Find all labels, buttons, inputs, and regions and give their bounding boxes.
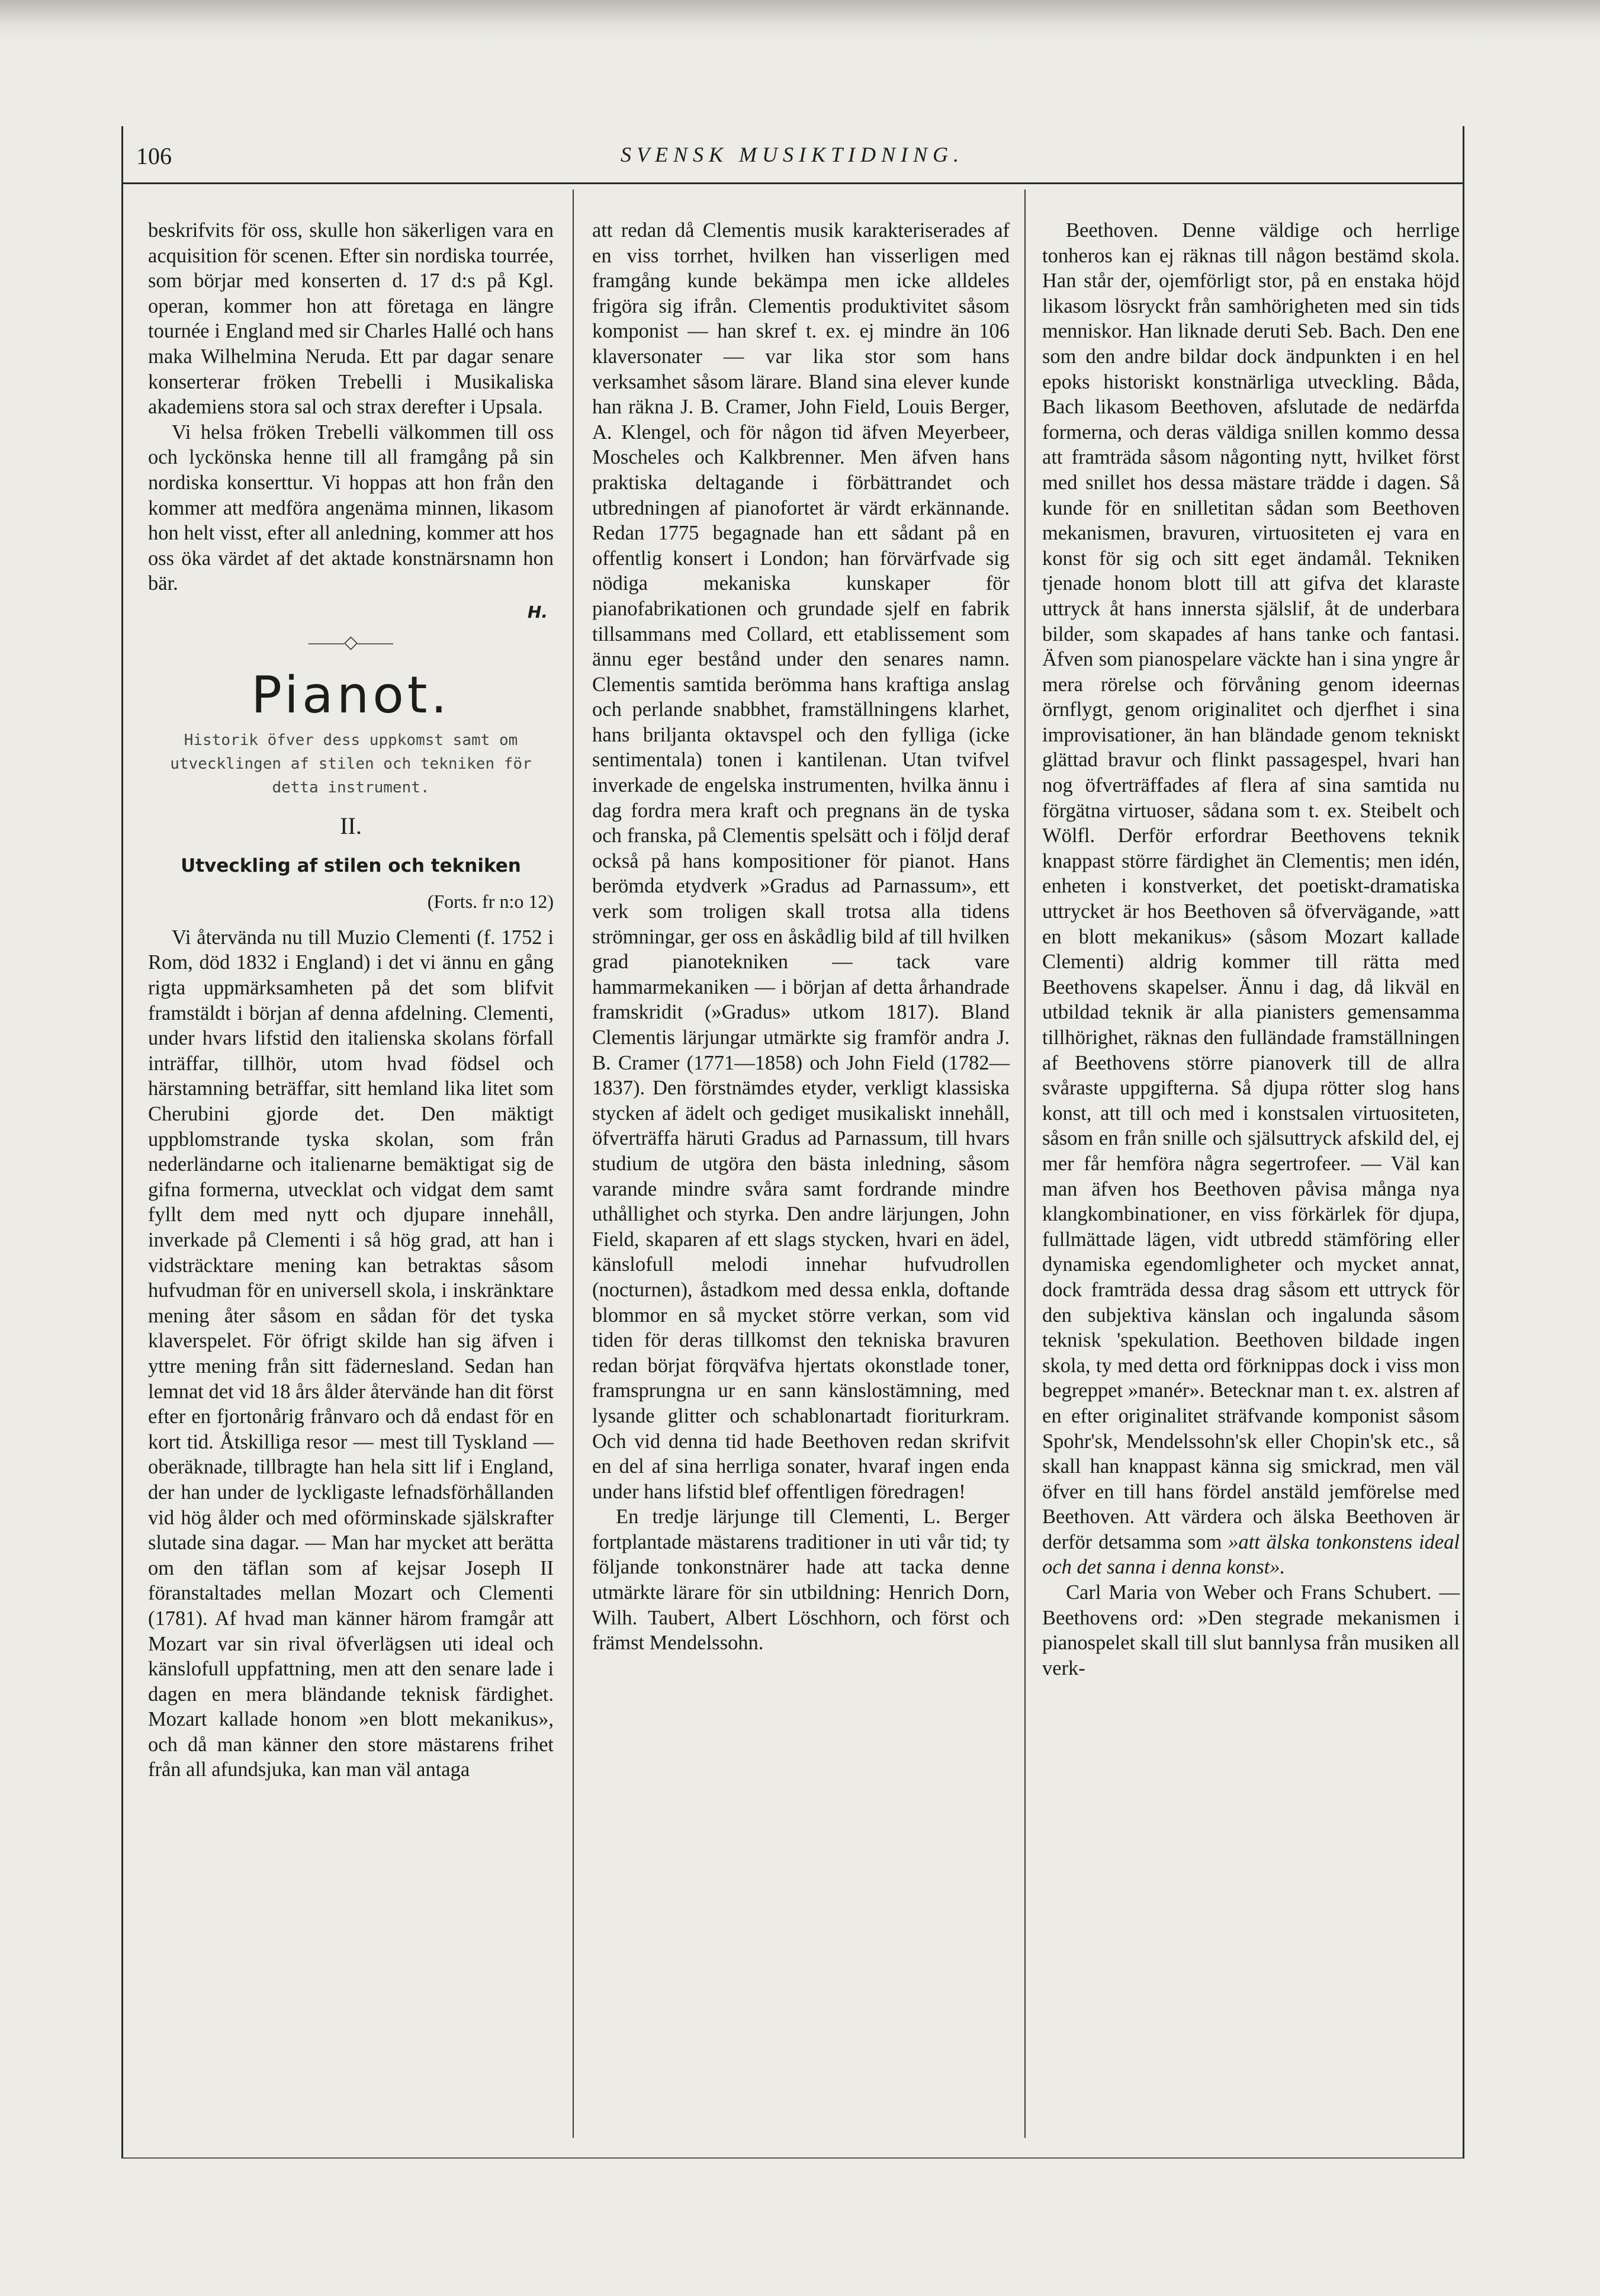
author-signature: H. bbox=[527, 602, 548, 622]
column-2 bbox=[592, 218, 1010, 1656]
paragraph: Vi återvända nu till Muzio Clementi (f. 1752 i Rom, död 1832 i England) i det vi ännu en gång rigta uppmärksamheten på det som blifvit framstäldt i början af denna afdelning. Clementi, under hvars lifstid den italienska skolans förfall inträffar, tillhör, utom hvad födsel och härstamning beträffar, sitt hemland lika litet som Cherubini gjorde det. Den mäktigt uppblomstrande tyska skolan, som från nederländarne och italienarne bemäktigat sig de gifna formerna, utvecklat och vidgat dem samt fyllt dem med nytt och djupare innehåll, inverkade på Clementi i så hög grad, att han i vidsträcktare mening kan betraktas såsom hufvudman för en universell skola, i inskränktare mening åter såsom en sådan för det tyska klaverspelet. För öfrigt skilde han sig äfven i yttre mening från sitt fädernesland. Sedan han lemnat det vid 18 års ålder återvände han dit först efter en fjortonårig frånvaro och då endast för en kort tid. Åtskilliga resor — mest till Tyskland — oberäknade, tillbragte han hela sitt lif i England, der han under de lyckligaste lefnadsförhållanden vid hög ålder och med oförminskade själskrafter slutade sina dagar. — Man har mycket att berätta om den täflan som af kejsar Joseph II föranstaltades mellan Mozart och Clementi (1781). Af hvad man känner härom framgår att Mozart var sin rival öfverlägsen uti ideal och känslofull uppfattning, men att den senare lade i dagen en mera bländande teknisk färdighet. Mozart kallade honom »en blott mekanikus», och då man känner den store mästarens frihet från all afundsjuka, kan man väl antaga bbox=[148, 926, 554, 1781]
italic-quote: »att älska tonkonstens ideal och det sanna i denna konst». bbox=[1042, 1530, 1460, 1579]
paragraph: En tredje lärjunge till Clementi, L. Berger fortplantade mästarens traditioner in uti vår tid; ty följande tonkonstnärer hade att tacka denne utmärkte lärare för sin utbildning: Henrich Dorn, Wilh. Taubert, Albert Löschhorn, och först och främst Mendelssohn. bbox=[592, 1505, 1010, 1655]
section-heading: Utveckling af stilen och tekniken bbox=[181, 855, 521, 876]
running-head: SVENSK MUSIKTIDNING. bbox=[620, 143, 964, 166]
paragraph: Vi helsa fröken Trebelli välkommen till oss och lyckönska henne till all framgång på sin nordiska konserttur. Vi hoppas att hon från den kommer att medföra angenäma minnen, likasom hon helt visst, efter all anledning, kommer att hos oss öka värdet af det aktade konstnärsnamn hon bär. bbox=[148, 420, 554, 595]
scan-top-shadow bbox=[0, 0, 1600, 41]
page-number: 106 bbox=[136, 143, 172, 169]
article-subtitle: Historik öfver dess uppkomst samt om utvecklingen af stilen och tekniken för detta instrument. bbox=[170, 731, 532, 797]
column-3 bbox=[1042, 218, 1460, 1681]
separator-ornament: ——◇—— bbox=[308, 632, 394, 652]
column-divider-2 bbox=[1024, 190, 1026, 2138]
column-1 bbox=[148, 218, 554, 1783]
continuation-note: (Forts. fr n:o 12) bbox=[427, 891, 554, 913]
article-title: Pianot. bbox=[251, 666, 451, 725]
paragraph: Carl Maria von Weber och Frans Schubert. — Beethovens ord: »Den stegrade mekanismen i pianospelet skall till slut bannlysa från musiken all verk- bbox=[1042, 1581, 1460, 1680]
paragraph: beskrifvits för oss, skulle hon säkerligen vara en acquisition för scenen. Efter sin nordiska tourrée, som börjar med konserten d. 17 d:s på Kgl. operan, kommer hon att företaga en längre tournée i England med sir Charles Hallé och hans maka Wilhelmina Neruda. Ett par dagar senare konserterar fröken Trebelli i Musikaliska akademiens stora sal och strax derefter i Upsala. bbox=[148, 219, 554, 419]
column-divider-1 bbox=[573, 190, 574, 2138]
paragraph bbox=[1042, 218, 1460, 1580]
header-rule bbox=[121, 182, 1463, 184]
paragraph: att redan då Clementis musik karakteriserades af en viss torrhet, hvilken han visserligen med framgång kunde bekämpa men icke alldeles frigöra sig ifrån. Clementis produktivitet såsom komponist — han skref t. ex. ej mindre än 106 klaversonater — var lika stor som hans verksamhet såsom lärare. Bland sina elever kunde han räkna J. B. Cramer, John Field, Louis Berger, A. Klengel, och för någon tid äfven Meyerbeer, Moscheles och Kalkbrenner. Men äfven hans praktiska deltagande i förbättrandet och utbredningen af pianofortet är värdt erkännande. Redan 1775 begagnade han ett sådant på en offentlig konsert i London; han förvärfvade sig nödiga mekaniska kunskaper för pianofabrikationen och grundade sjelf en fabrik tillsammans med Collard, ett etablissement som ännu eger bestånd under den senares namn. Clementis samtida berömma hans kraftiga anslag och perlande snabbhet, framställningens klarhet, hans briljanta oktavspel och den fylliga (icke sentimentala) tonen i kantilenan. Utan tvifvel inverkade de engelska instrumenten, hvilka ännu i dag fordra mera kraft och pregnans än de tyska och franska, på Clementis spelsätt och i följd deraf också på hans kompositioner för pianot. Hans berömda etydverk »Gradus ad Parnassum», ett verk som troligen skall trotsa alla tidens strömningar, ger oss en åskådlig bild af till hvilken grad pianotekniken — tack vare hammarmekaniken — i början af detta århandrade framskridit (»Gradus» utkom 1817). Bland Clementis lärjungar utmärkte sig framför andra J. B. Cramer (1771—1858) och John Field (1782—1837). Den förstnämdes etyder, verkligt klassiska stycken af ädelt och gediget musikaliskt innehåll, öfverträffa häruti Gradus ad Parnassum, till hvars studium de utgöra den bästa inledning, såsom varande mindre svåra samt fordrande mindre uthållighet och styrka. Den andre lärjungen, John Field, skaparen af ett slags stycken, hvari en ädel, känslofull melodi innehar hufvudrollen (nocturnen), åstadkom med dessa enkla, doftande blommor en så mycket större verkan, som vid tiden för deras tillkomst den tekniska bravuren redan börjat förqväfva hjertats okonstlade toner, framsprungna ur en sann känslostämning, med lysande glitter och schablonartadt fioriturkram. Och vid denna tid hade Beethoven redan skrifvit en del af sina herrliga sonater, hvaraf ingen enda under hans lifstid blef offentligen föredragen! bbox=[592, 219, 1010, 1503]
paragraph-text: Beethoven. Denne väldige och herrlige tonheros kan ej räknas till någon bestämd skola. Han står der, ojemförligt stor, på en enstaka höjd likasom lösryckt från samhörigheten med sin tids menniskor. Han liknade deruti Seb. Bach. Den ene som den andre bildar dock ändpunkten i en hel epoks historiskt konstnärliga utveckling. Båda, Bach likasom Beethoven, afslutade de nedärfda formerna, och deras väldiga snillen kommo dessa att framträda såsom någonting nytt, hvilket först med snillet hos dessa mästare trädde i dagen. Så kunde för en snilletitan sådan som Beethoven mekanismen, bravuren, virtuositeten ej vara en konst för sig och sitt eget ändamål. Tekniken tjenade honom blott till att gifva det klaraste uttryck åt hans innersta själslif, åt de underbara bilder, som skapades af hans tanke och fantasi. Äfven som pianospelare väckte han i sina yngre år mera rörelse och förvåning genom ideernas örnflygt, genom originalitet och djerfhet i sina improvisationer, än han bländade genom tekniskt glättad bravur och flinkt passagespel, hvari han nog öfverträffades af flera af sina samtida nu förgätna virtuoser, sådana som t. ex. Steibelt och Wölfl. Derför erfordrar Beethovens teknik knappast större färdighet än Clementis; men idén, enheten i konstverket, det poetiskt-dramatiska uttrycket är hos Beethoven så öfvervägande, »att en blott mekanikus» (såsom Mozart kallade Clementi) aldrig kommer till rätta med Beethovens skapelser. Ännu i dag, då likväl en utbildad teknik är alla pianisters gemensamma tillhörighet, räknas den fulländade framställningen af Beethovens större pianoverk till de allra svåraste uppgifterna. Så djupa rötter slog hans konst, att till och med i konstsalen virtuositeten, såsom en från snille och själsuttryck afskild del, ej mer får hemföra några segertrofeer. — Väl kan man äfven hos Beethoven påvisa många nya klangkombinationer, en viss förkärlek för djupa, fullmättade lägen, vidt utbredd stämföring eller dynamiska egendomligheter och mycket annat, dock framträda dessa drag såsom ett uttryck för den subjektiva känslan och ingalunda såsom teknisk 'spekulation. Beethoven bildade ingen skola, ty med detta ord förknippas dock i viss mon begreppet »manér». Betecknar man t. ex. alstren af en efter originalitet sträfvande komponist såsom Spohr'sk, Mendelssohn'sk eller Chopin'sk etc., så skall han knappast känna sig smickrad, men väl öfver en till hans fördel anstäld jemförelse med Beethoven. Att värdera och älska Beethoven är derför detsamma som bbox=[1042, 219, 1460, 1553]
part-number: II. bbox=[340, 813, 362, 840]
